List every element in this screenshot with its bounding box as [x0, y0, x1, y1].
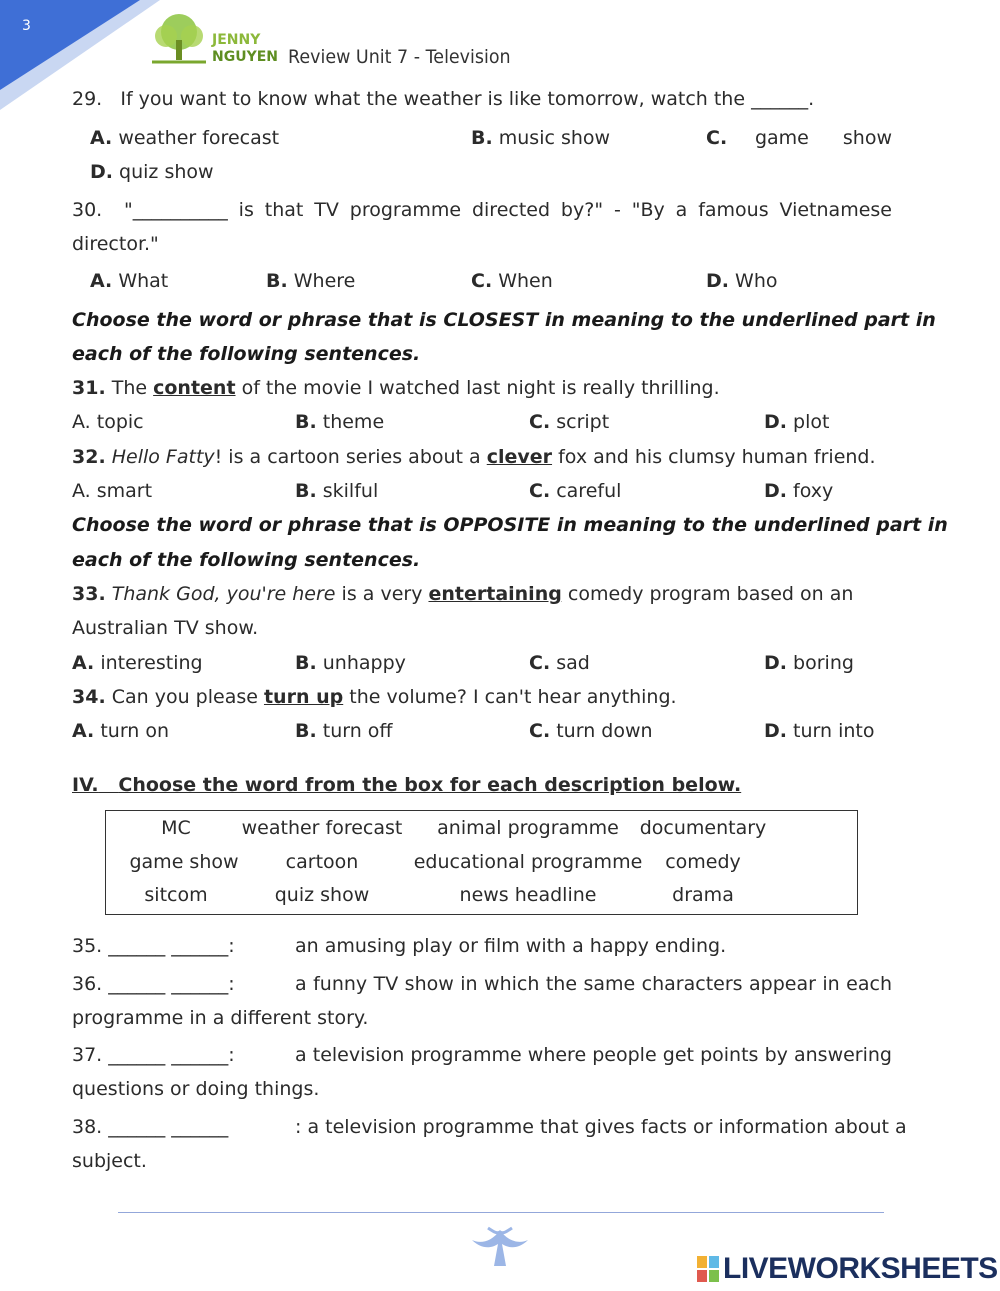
instruction-closest-line-2: each of the following sentences. — [72, 343, 421, 365]
question-number: 32. — [72, 446, 106, 468]
liveworksheets-brand: LIVEWORKSHEETS — [723, 1252, 998, 1285]
underlined-word: clever — [486, 446, 553, 468]
description-37-text: a television programme where people get points by answering — [295, 1044, 892, 1066]
instruction-opposite-line-1: Choose the word or phrase that is OPPOSITE in meaning to the underlined part in — [72, 514, 948, 536]
word-box-item: educational programme — [413, 851, 643, 873]
answer-blank: ______ ______: — [108, 1044, 235, 1066]
question-number: 29. — [72, 88, 103, 110]
question-30-line-2: director." — [72, 233, 159, 255]
word-box-item: documentary — [639, 817, 767, 839]
description-35-text: an amusing play or film with a happy ending. — [295, 935, 727, 957]
question-31: 31. The content of the movie I watched last night is really thrilling. — [72, 377, 720, 399]
question-number: 34. — [72, 686, 106, 708]
option-d: D. plot — [764, 411, 830, 433]
question-text: If you want to know what the weather is like tomorrow, watch the — [120, 88, 746, 110]
footer-divider — [118, 1212, 884, 1213]
header-title: Review Unit 7 - Television — [288, 46, 511, 68]
option-c: C. script — [529, 411, 610, 433]
show-title: Thank God, you're here — [111, 583, 336, 605]
option-a: A. topic — [72, 411, 144, 433]
option-a: A. What — [90, 270, 169, 292]
question-number: 33. — [72, 583, 106, 605]
option-c: C. careful — [529, 480, 622, 502]
question-32: 32. Hello Fatty! is a cartoon series about a clever fox and his clumsy human friend. — [72, 446, 876, 468]
question-number: 30. — [72, 199, 103, 221]
word-box-item: game show — [129, 851, 239, 873]
word-box-item: animal programme — [437, 817, 619, 839]
option-c: C. When — [471, 270, 553, 292]
description-38-text: : a television programme that gives facts or information about a — [295, 1116, 907, 1138]
section-title: Choose the word from the box for each description below. — [118, 774, 742, 796]
question-34: 34. Can you please turn up the volume? I can't hear anything. — [72, 686, 677, 708]
page-number: 3 — [22, 18, 31, 34]
description-38 — [72, 1116, 228, 1138]
description-36 — [72, 973, 235, 995]
question-33-line-2: Australian TV show. — [72, 617, 259, 639]
option-d: D. foxy — [764, 480, 834, 502]
description-35 — [72, 935, 235, 957]
answer-blank: ______ ______: — [108, 973, 235, 995]
word-box-item: comedy — [665, 851, 741, 873]
question-29 — [72, 88, 814, 110]
answer-blank: ______ ______: — [108, 935, 235, 957]
word-box — [105, 810, 858, 915]
option-b: B. turn off — [295, 720, 393, 742]
underlined-word: turn up — [263, 686, 344, 708]
option-d: D. boring — [764, 652, 854, 674]
section-numeral: IV. — [72, 774, 99, 796]
word-box-item: cartoon — [285, 851, 359, 873]
footer-ornament-icon — [470, 1222, 530, 1268]
option-b: B. theme — [295, 411, 385, 433]
option-a: A. turn on — [72, 720, 170, 742]
question-30 — [72, 199, 892, 221]
question-number: 31. — [72, 377, 106, 399]
option-c: C. game show — [706, 127, 892, 149]
option-b: B. unhappy — [295, 652, 406, 674]
question-33: 33. Thank God, you're here is a very entertaining comedy program based on an — [72, 583, 854, 605]
option-b: B. skilful — [295, 480, 379, 502]
liveworksheets-icon — [697, 1256, 719, 1282]
description-37-line-2: questions or doing things. — [72, 1078, 320, 1100]
description-36-line-2: programme in a different story. — [72, 1007, 369, 1029]
word-box-item: weather forecast — [241, 817, 403, 839]
brand-line-1: JENNY — [212, 32, 261, 48]
show-title: Hello Fatty — [111, 446, 215, 468]
word-box-item: drama — [672, 884, 734, 906]
answer-blank: ______ ______ — [108, 1116, 229, 1138]
option-b: B. music show — [471, 127, 611, 149]
instruction-opposite-line-2: each of the following sentences. — [72, 549, 421, 571]
tree-logo-icon — [148, 10, 210, 66]
description-37 — [72, 1044, 235, 1066]
question-number: 36. — [72, 973, 103, 995]
question-text: "__________ is that TV programme directed by?" - "By a famous Vietnamese — [124, 199, 892, 221]
word-box-item: MC — [161, 817, 191, 839]
question-number: 37. — [72, 1044, 103, 1066]
word-box-item: news headline — [459, 884, 597, 906]
option-a: A. smart — [72, 480, 153, 502]
option-b: B. Where — [266, 270, 356, 292]
option-d: D. turn into — [764, 720, 875, 742]
description-36-text: a funny TV show in which the same characters appear in each — [295, 973, 892, 995]
underlined-word: content — [153, 377, 236, 399]
question-number: 38. — [72, 1116, 103, 1138]
option-d: D. quiz show — [90, 161, 214, 183]
description-38-line-2: subject. — [72, 1150, 147, 1172]
brand-name — [212, 32, 278, 66]
option-c: C. sad — [529, 652, 590, 674]
question-number: 35. — [72, 935, 103, 957]
option-c: C. turn down — [529, 720, 653, 742]
word-box-item: quiz show — [274, 884, 370, 906]
word-box-item: sitcom — [144, 884, 208, 906]
option-a: A. interesting — [72, 652, 203, 674]
section-heading — [72, 774, 741, 796]
answer-blank: ______. — [751, 88, 815, 110]
instruction-closest-line-1: Choose the word or phrase that is CLOSEST in meaning to the underlined part in — [72, 309, 936, 331]
underlined-word: entertaining — [428, 583, 562, 605]
brand-line-2: NGUYEN — [212, 49, 278, 65]
option-a: A. weather forecast — [90, 127, 280, 149]
option-d: D. Who — [706, 270, 778, 292]
